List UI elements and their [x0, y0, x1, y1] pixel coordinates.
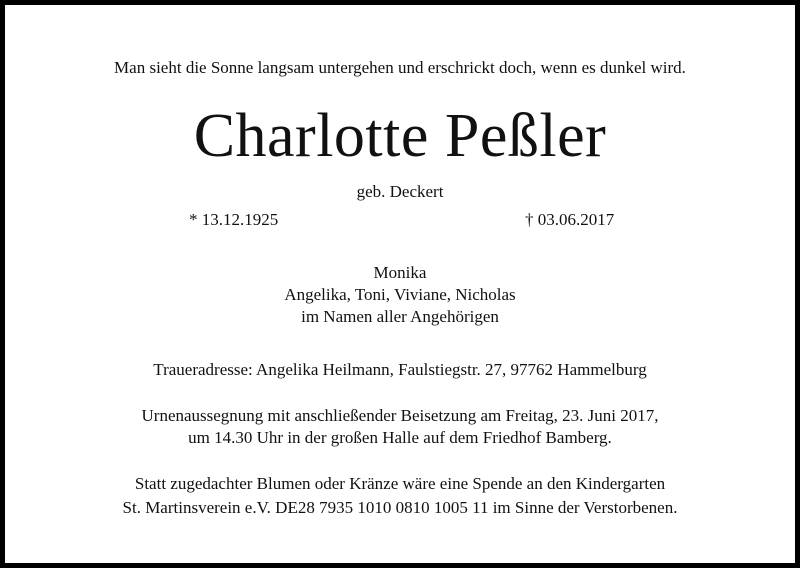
- mourner-line: im Namen aller Angehörigen: [301, 307, 499, 326]
- mourning-address: Traueradresse: Angelika Heilmann, Faulstiegstr. 27, 97762 Hammelburg: [153, 360, 647, 379]
- deceased-name: Charlotte Peßler: [193, 102, 607, 170]
- quote-text: Man sieht die Sonne langsam untergehen und erschrickt doch, wenn es dunkel wird.: [114, 58, 686, 77]
- ceremony-line: um 14.30 Uhr in der großen Halle auf dem Friedhof Bamberg.: [188, 428, 612, 447]
- maiden-name: geb. Deckert: [356, 182, 444, 201]
- donation-line: St. Martinsverein e.V. DE28 7935 1010 0810 1005 11 im Sinne der Verstorbenen.: [122, 498, 678, 517]
- mourner-line: Angelika, Toni, Viviane, Nicholas: [284, 285, 516, 304]
- donation-line: Statt zugedachter Blumen oder Kränze wäre eine Spende an den Kindergarten: [134, 474, 666, 493]
- birth-date: * 13.12.1925: [189, 210, 279, 229]
- death-date: † 03.06.2017: [525, 210, 615, 229]
- mourner-line: Monika: [373, 263, 427, 282]
- life-dates: [5, 210, 795, 232]
- ceremony-line: Urnenaussegnung mit anschließender Beisetzung am Freitag, 23. Juni 2017,: [141, 406, 659, 425]
